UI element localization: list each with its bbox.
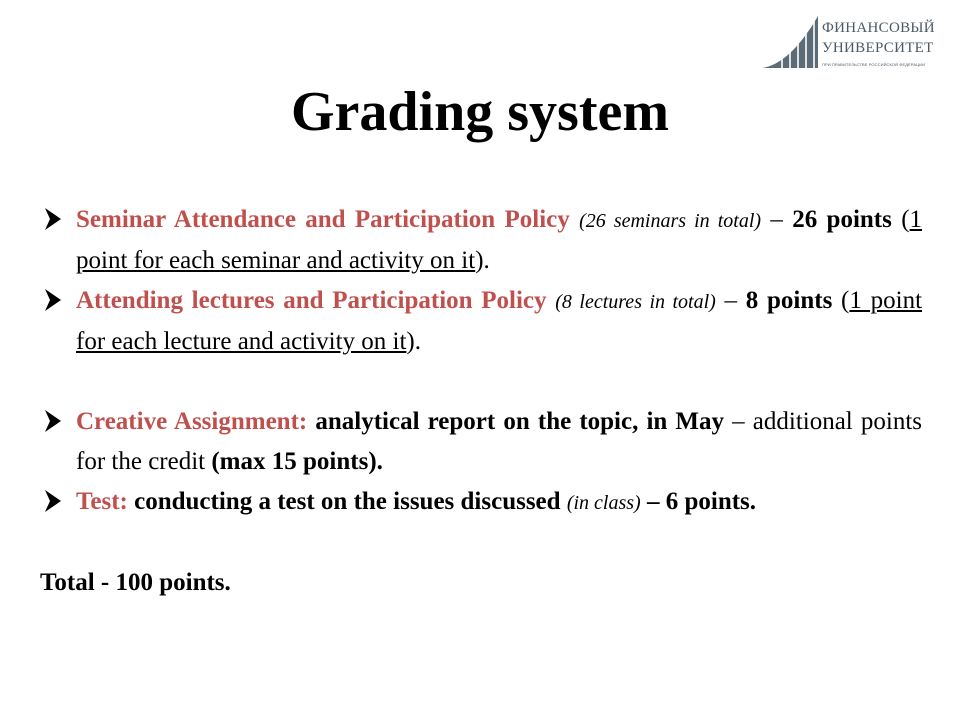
item-dash: – [761, 206, 793, 233]
item-note-close: ) [634, 492, 641, 514]
list-item-lectures [40, 281, 922, 362]
logo-text-line2: УНИВЕРСИТЕТ [822, 40, 934, 56]
item-note-close: ) [754, 210, 762, 232]
arrow-bullet-icon [44, 488, 62, 514]
item-bold-tail: – 6 points. [640, 488, 757, 515]
item-note: in class [573, 492, 635, 514]
item-paren-open: ( [891, 206, 910, 233]
item-heading: Creative Assignment: [76, 408, 308, 435]
arrow-bullet-icon [44, 287, 62, 313]
total-points: Total - 100 points. [40, 569, 231, 596]
item-note: (8 lectures in total) [555, 291, 716, 313]
item-heading: Attending lectures and Participation Policy [76, 287, 547, 314]
spacer [40, 362, 922, 402]
university-logo [760, 14, 946, 72]
item-note: 26 seminars in total [585, 210, 755, 232]
item-bold-text: analytical report on the topic, in May [315, 408, 725, 435]
item-detail: 1 point for each seminar and activity on it [76, 206, 923, 274]
item-paren-open: ( [832, 287, 850, 314]
item-dash: – [715, 287, 746, 314]
logo-text-line1: ФИНАНСОВЫЙ [822, 20, 935, 36]
list-item-creative [40, 402, 922, 482]
item-paren-close: ). [475, 247, 490, 274]
item-bold-tail: (max 15 points). [211, 448, 383, 475]
item-note-open: ( [579, 210, 586, 232]
item-note-open: ( [566, 492, 574, 514]
grading-list [40, 200, 922, 603]
item-plain-text: additional points for the credit [76, 408, 922, 475]
logo-text-line3: ПРИ ПРАВИТЕЛЬСТВЕ РОССИЙСКОЙ ФЕДЕРАЦИИ [822, 62, 926, 67]
page-title: Grading system [291, 81, 669, 143]
item-points: 26 points [792, 206, 892, 233]
item-heading: Seminar Attendance and Participation Policy [76, 206, 570, 233]
item-points: 8 points [745, 287, 833, 314]
arrow-bullet-icon [44, 408, 62, 434]
item-bold-text: conducting a test on the issues discussed [134, 488, 561, 515]
list-item-test [40, 482, 922, 523]
item-heading: Test: [76, 488, 128, 515]
building-arc-logo-icon [760, 14, 822, 70]
item-dash: – [724, 408, 753, 435]
list-item-seminar [40, 200, 922, 281]
item-detail: 1 point for each lecture and activity on it [76, 287, 923, 355]
item-paren-close: ). [406, 328, 421, 355]
arrow-bullet-icon [44, 206, 62, 232]
